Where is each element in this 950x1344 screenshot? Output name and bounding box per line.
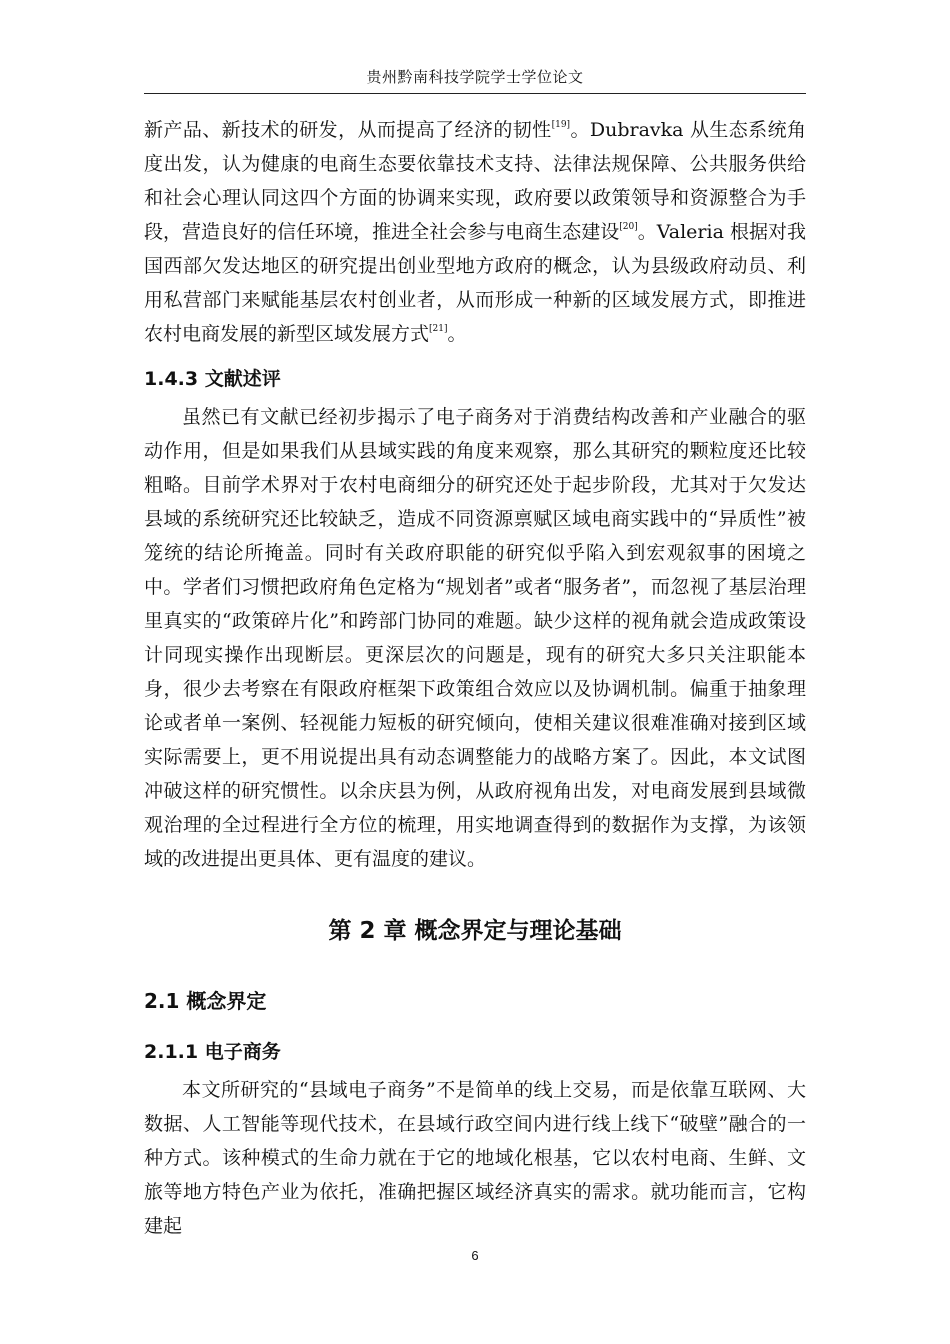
citation-21[interactable]: [21]	[429, 324, 448, 334]
paragraph-ecommerce-definition: 本文所研究的“县域电子商务”不是简单的线上交易，而是依靠互联网、大数据、人工智能等现代技术，在县域行政空间内进行线上线下“破壁”融合的一种方式。该种模式的生命力就在于它的地域化根基，它以农村电商、生鲜、文旅等地方特色产业为依托，准确把握区域经济真实的需求。就功能而言，它构建起	[144, 1079, 806, 1237]
paragraph-continued	[144, 113, 806, 351]
paragraph-text: 。Valeria 根据对我国西部欠发达地区的研究提出创业型地方政府的概念，认为县级政府动员、利用私营部门来赋能基层农村创业者，从而形成一种新的区域发展方式，即推进农村电商发展的新型区域发展方式	[144, 221, 806, 345]
page-number: 6	[471, 1248, 479, 1263]
chapter-heading: 第 2 章 概念界定与理论基础	[328, 918, 622, 944]
header-rule	[144, 93, 806, 94]
section-heading-2-1: 2.1 概念界定	[144, 989, 267, 1013]
paragraph-text: 。	[447, 323, 467, 345]
citation-19[interactable]: [19]	[551, 120, 571, 130]
paragraph-text: 。Dubravka 从生态系统角度出发，认为健康的电商生态要依靠技术支持、法律法规保障、公共服务供给和社会心理认同这四个方面的协调来实现，政府要以政策领导和资源整合为手段，营造良好的信任环境，推进全社会参与电商生态建设	[144, 119, 806, 243]
paragraph-literature-review: 虽然已有文献已经初步揭示了电子商务对于消费结构改善和产业融合的驱动作用，但是如果我们从县域实践的角度来观察，那么其研究的颗粒度还比较粗略。目前学术界对于农村电商细分的研究还处于起步阶段，尤其对于欠发达县域的系统研究还比较缺乏，造成不同资源禀赋区域电商实践中的“异质性”被笼统的结论所掩盖。同时有关政府职能的研究似乎陷入到宏观叙事的困境之中。学者们习惯把政府角色定格为“规划者”或者“服务者”，而忽视了基层治理里真实的“政策碎片化”和跨部门协同的难题。缺少这样的视角就会造成政策设计同现实操作出现断层。更深层次的问题是，现有的研究大多只关注职能本身，很少去考察在有限政府框架下政策组合效应以及协调机制。偏重于抽象理论或者单一案例、轻视能力短板的研究倾向，使相关建议很难准确对接到区域实际需要上，更不用说提出具有动态调整能力的战略方案了。因此，本文试图冲破这样的研究惯性。以余庆县为例，从政府视角出发，对电商发展到县域微观治理的全过程进行全方位的梳理，用实地调查得到的数据作为支撑，为该领域的改进提出更具体、更有温度的建议。	[144, 406, 806, 870]
section-heading-2-1-1: 2.1.1 电子商务	[144, 1041, 281, 1063]
section-heading-1-4-3: 1.4.3 文献述评	[144, 368, 281, 390]
running-header: 贵州黔南科技学院学士学位论文	[366, 68, 584, 86]
paragraph-text: 新产品、新技术的研发，从而提高了经济的韧性	[144, 119, 552, 141]
citation-20[interactable]: [20]	[619, 222, 638, 232]
